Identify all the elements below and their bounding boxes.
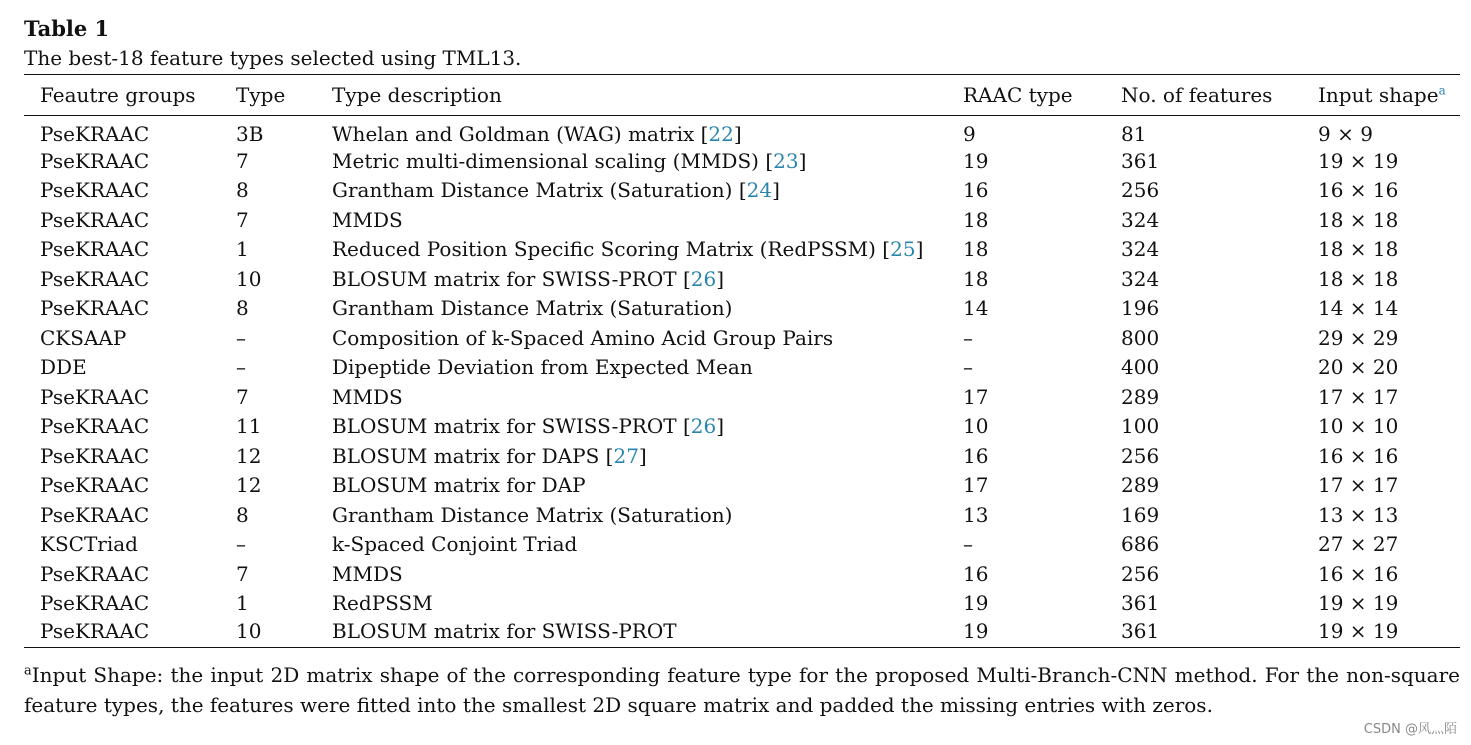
citation-link[interactable]: 25 xyxy=(890,237,916,262)
cell-feature-group: PseKRAAC xyxy=(24,618,220,648)
cell-input-shape: 16 × 16 xyxy=(1318,178,1399,203)
table-row xyxy=(24,618,1460,648)
citation-link[interactable]: 23 xyxy=(773,148,799,173)
description-text: MMDS xyxy=(332,207,403,232)
cell-input-shape: 13 × 13 xyxy=(1318,502,1399,527)
cell-raac-type: – xyxy=(963,325,973,350)
cell-input-shape: 27 × 27 xyxy=(1318,532,1399,557)
description-text: Metric multi-dimensional scaling (MMDS) xyxy=(332,148,759,173)
table-row xyxy=(24,116,1460,147)
feature-table xyxy=(24,74,1460,648)
cell-no-of-features: 361 xyxy=(1121,148,1160,173)
table-row xyxy=(24,235,1460,265)
table-caption: The best-18 feature types selected using TML13. xyxy=(24,46,522,70)
cell-type: 3B xyxy=(236,122,264,146)
description-text: Dipeptide Deviation from Expected Mean xyxy=(332,355,753,380)
cell-input-shape: 19 × 19 xyxy=(1318,148,1399,173)
cell-no-of-features: 361 xyxy=(1121,591,1160,616)
cell-type-description: BLOSUM matrix for SWISS-PROT [26] xyxy=(332,414,725,439)
footnote-marker-link[interactable]: a xyxy=(1438,83,1446,98)
cell-no-of-features: 800 xyxy=(1121,325,1160,350)
cell-type: 1 xyxy=(236,591,249,616)
cell-raac-type: 19 xyxy=(963,148,989,173)
table-row xyxy=(24,559,1460,589)
table-body xyxy=(24,116,1460,648)
description-text: Grantham Distance Matrix (Saturation) xyxy=(332,178,733,203)
cell-type-description xyxy=(316,294,947,324)
cell-type-description xyxy=(316,353,947,383)
table-row xyxy=(24,323,1460,353)
cell-raac-type: 14 xyxy=(963,296,989,321)
description-text: BLOSUM matrix for SWISS-PROT xyxy=(332,414,677,439)
cell-input-shape: 20 × 20 xyxy=(1318,355,1399,380)
header-type: Type xyxy=(220,75,316,116)
cell-no-of-features: 169 xyxy=(1121,502,1160,527)
description-text: Whelan and Goldman (WAG) matrix xyxy=(332,122,695,146)
cell-input-shape: 18 × 18 xyxy=(1318,237,1399,262)
cell-type-description: Whelan and Goldman (WAG) matrix [22] xyxy=(332,122,742,146)
cell-feature-group: PseKRAAC xyxy=(40,122,150,146)
description-text: Composition of k-Spaced Amino Acid Group Pairs xyxy=(332,325,834,350)
cell-no-of-features: 256 xyxy=(1121,178,1160,203)
cell-input-shape: 16 × 16 xyxy=(1318,443,1399,468)
description-text: BLOSUM matrix for DAPS xyxy=(332,443,600,468)
cell-type-description: Metric multi-dimensional scaling (MMDS) [23] xyxy=(332,148,807,173)
header-input-shape-label: Input shape xyxy=(1318,83,1439,107)
cell-feature-group: PseKRAAC xyxy=(40,148,150,173)
description-text: BLOSUM matrix for DAP xyxy=(332,473,586,498)
cell-raac-type: 16 xyxy=(963,561,989,586)
citation-link[interactable]: 22 xyxy=(708,122,734,146)
description-text: Grantham Distance Matrix (Saturation) xyxy=(332,296,733,321)
description-text: MMDS xyxy=(332,384,403,409)
cell-type-description: Reduced Position Specific Scoring Matrix (RedPSSM) [25] xyxy=(332,237,924,262)
cell-type-description xyxy=(316,500,947,530)
table-label: Table 1 xyxy=(24,16,110,41)
table-row xyxy=(24,530,1460,560)
cell-feature-group: PseKRAAC xyxy=(40,443,150,468)
table-row xyxy=(24,382,1460,412)
cell-input-shape: 19 × 19 xyxy=(1302,618,1460,648)
cell-type: 10 xyxy=(220,618,316,648)
table-footnote xyxy=(24,660,1460,720)
cell-no-of-features: 100 xyxy=(1121,414,1160,439)
cell-type: 7 xyxy=(236,384,249,409)
cell-raac-type: 17 xyxy=(963,384,989,409)
cell-type-description: BLOSUM matrix for SWISS-PROT [26] xyxy=(332,266,725,291)
cell-type-description xyxy=(316,323,947,353)
cell-feature-group: CKSAAP xyxy=(40,325,127,350)
table-row xyxy=(24,294,1460,324)
cell-feature-group: PseKRAAC xyxy=(40,296,150,321)
cell-type: 8 xyxy=(236,502,249,527)
table-row xyxy=(24,412,1460,442)
citation-link[interactable]: 26 xyxy=(690,266,717,291)
cell-type: 1 xyxy=(236,237,249,262)
cell-no-of-features: 324 xyxy=(1121,237,1160,262)
cell-input-shape: 18 × 18 xyxy=(1318,207,1399,232)
cell-feature-group: KSCTriad xyxy=(40,532,138,557)
cell-feature-group: PseKRAAC xyxy=(40,207,150,232)
cell-input-shape: 16 × 16 xyxy=(1318,561,1399,586)
cell-input-shape: 17 × 17 xyxy=(1318,473,1399,498)
cell-raac-type: 19 xyxy=(947,618,1105,648)
table-row xyxy=(24,471,1460,501)
description-text: MMDS xyxy=(332,561,403,586)
cell-raac-type: 9 xyxy=(963,122,976,146)
description-text: Grantham Distance Matrix (Saturation) xyxy=(332,502,733,527)
cell-type-description xyxy=(316,530,947,560)
cell-input-shape: 10 × 10 xyxy=(1318,414,1399,439)
cell-type: 8 xyxy=(236,296,249,321)
header-raac-type: RAAC type xyxy=(947,75,1105,116)
cell-type-description xyxy=(316,382,947,412)
cell-feature-group: PseKRAAC xyxy=(40,473,150,498)
cell-type: 8 xyxy=(236,178,249,203)
header-input-shape xyxy=(1302,75,1460,116)
cell-type: 11 xyxy=(236,414,262,439)
cell-no-of-features: 256 xyxy=(1121,561,1160,586)
table-header-row xyxy=(24,75,1460,116)
footnote-marker: a xyxy=(24,663,32,679)
cell-type: 12 xyxy=(236,473,262,498)
cell-no-of-features: 196 xyxy=(1121,296,1160,321)
cell-no-of-features: 400 xyxy=(1121,355,1160,380)
cell-type-description: Grantham Distance Matrix (Saturation) [24] xyxy=(332,178,780,203)
table-row xyxy=(24,500,1460,530)
cell-raac-type: 18 xyxy=(963,266,989,291)
cell-type-description xyxy=(316,559,947,589)
table-row xyxy=(24,589,1460,619)
cell-raac-type: 18 xyxy=(963,207,989,232)
cell-type-description: BLOSUM matrix for DAPS [27] xyxy=(332,443,647,468)
cell-type-description xyxy=(316,618,947,648)
cell-input-shape: 9 × 9 xyxy=(1318,122,1373,146)
header-type-description: Type description xyxy=(316,75,947,116)
header-no-of-features: No. of features xyxy=(1105,75,1302,116)
cell-input-shape: 17 × 17 xyxy=(1318,384,1399,409)
cell-input-shape: 18 × 18 xyxy=(1318,266,1399,291)
cell-feature-group: DDE xyxy=(40,355,87,380)
footnote-text: Input Shape: the input 2D matrix shape of the corresponding feature type for the proposed Multi-Branch-CNN method. For the non-square feature types, the features were fitted into the smallest 2D square matrix and padded the missing entries with zeros. xyxy=(24,663,1460,717)
cell-feature-group: PseKRAAC xyxy=(40,266,150,291)
cell-input-shape: 29 × 29 xyxy=(1318,325,1399,350)
cell-feature-group: PseKRAAC xyxy=(40,561,150,586)
table-container xyxy=(24,14,1460,720)
cell-feature-group: PseKRAAC xyxy=(40,591,150,616)
table-row xyxy=(24,353,1460,383)
cell-raac-type: 10 xyxy=(963,414,989,439)
cell-no-of-features: 324 xyxy=(1121,207,1160,232)
cell-raac-type: 16 xyxy=(963,178,989,203)
cell-feature-group: PseKRAAC xyxy=(40,384,150,409)
cell-raac-type: – xyxy=(963,532,973,557)
cell-type: – xyxy=(236,355,246,380)
header-feature-groups: Feautre groups xyxy=(24,75,220,116)
cell-type: 12 xyxy=(236,443,262,468)
table-row xyxy=(24,146,1460,176)
cell-type-description xyxy=(316,589,947,619)
table-row xyxy=(24,176,1460,206)
cell-type: 7 xyxy=(236,148,249,173)
table-row xyxy=(24,264,1460,294)
cell-raac-type: 17 xyxy=(963,473,989,498)
citation-link[interactable]: 27 xyxy=(613,443,639,468)
cell-no-of-features: 289 xyxy=(1121,473,1160,498)
cell-type: – xyxy=(236,532,246,557)
description-text: BLOSUM matrix for SWISS-PROT xyxy=(332,618,677,643)
cell-type: 10 xyxy=(236,266,262,291)
description-text: RedPSSM xyxy=(332,591,433,616)
table-row xyxy=(24,441,1460,471)
cell-no-of-features: 686 xyxy=(1121,532,1160,557)
cell-input-shape: 19 × 19 xyxy=(1318,591,1399,616)
watermark: CSDN @风灬陌 xyxy=(1363,722,1457,737)
cell-type-description xyxy=(316,471,947,501)
cell-type: 7 xyxy=(236,561,249,586)
cell-raac-type: 13 xyxy=(963,502,989,527)
cell-raac-type: 16 xyxy=(963,443,989,468)
cell-type: – xyxy=(236,325,246,350)
description-text: k-Spaced Conjoint Triad xyxy=(332,532,578,557)
description-text: Reduced Position Specific Scoring Matrix (RedPSSM) xyxy=(332,237,876,262)
cell-feature-group: PseKRAAC xyxy=(40,237,150,262)
cell-raac-type: 19 xyxy=(963,591,989,616)
cell-type: 7 xyxy=(236,207,249,232)
cell-no-of-features: 289 xyxy=(1121,384,1160,409)
cell-input-shape: 14 × 14 xyxy=(1318,296,1399,321)
citation-link[interactable]: 24 xyxy=(746,178,773,203)
cell-raac-type: 18 xyxy=(963,237,989,262)
cell-no-of-features: 256 xyxy=(1121,443,1160,468)
table-row xyxy=(24,205,1460,235)
cell-type-description xyxy=(316,205,947,235)
citation-link[interactable]: 26 xyxy=(690,414,717,439)
cell-feature-group: PseKRAAC xyxy=(40,178,150,203)
cell-no-of-features: 81 xyxy=(1121,122,1147,146)
cell-no-of-features: 324 xyxy=(1121,266,1160,291)
cell-raac-type: – xyxy=(963,355,973,380)
cell-feature-group: PseKRAAC xyxy=(40,414,150,439)
cell-feature-group: PseKRAAC xyxy=(40,502,150,527)
cell-no-of-features: 361 xyxy=(1105,618,1302,648)
description-text: BLOSUM matrix for SWISS-PROT xyxy=(332,266,677,291)
